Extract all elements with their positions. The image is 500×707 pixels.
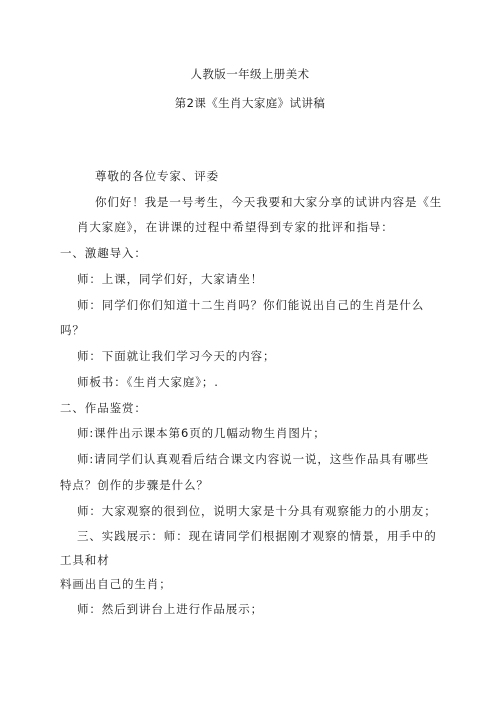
text-line: 师：同学们你们知道十二生肖吗？你们能说出自己的生肖是什么 (77, 298, 425, 312)
document-subtitle: 第2课《生肖大家庭》试讲稿 (174, 96, 326, 110)
text-line: 肖大家庭》，在讲课的过程中希望得到专家的批评和指导： (77, 220, 394, 234)
text-line: 师:请同学们认真观看后结合课文内容说一说，这些作品具有哪些 (77, 452, 429, 466)
text-line: 工具和材 (60, 553, 110, 567)
text-line: 师：然后到讲台上进行作品展示； (77, 602, 263, 616)
text-line: 特点？创作的步骤是什么？ (60, 478, 209, 492)
text-line-salutation: 尊敬的各位专家、评委 (95, 169, 219, 183)
text-line: 师板书：《生肖大家庭》；. (77, 375, 219, 389)
text-line: 师：下面就让我们学习今天的内容； (77, 349, 276, 363)
section-heading: 一、激趣导入： (60, 246, 147, 260)
text-line: 师：上课，同学们好，大家请坐！ (77, 272, 263, 286)
section-heading: 二、作品鉴赏： (60, 401, 147, 415)
text-line: 师：大家观察的很到位，说明大家是十分具有观察能力的小朋友； (77, 504, 437, 518)
text-line: 师:课件出示课本第6页的几幅动物生肖图片； (77, 426, 326, 440)
text-line: 吗？ (60, 323, 85, 337)
text-line: 你们好！我是一号考生，今天我要和大家分享的试讲内容是《生 (95, 195, 443, 209)
text-line: 料画出自己的生肖； (60, 577, 172, 591)
document-title: 人教版一年级上册美术 (190, 67, 310, 81)
section-heading: 三、实践展示：师：现在请同学们根据刚才观察的情景，用手中的 (77, 529, 437, 543)
